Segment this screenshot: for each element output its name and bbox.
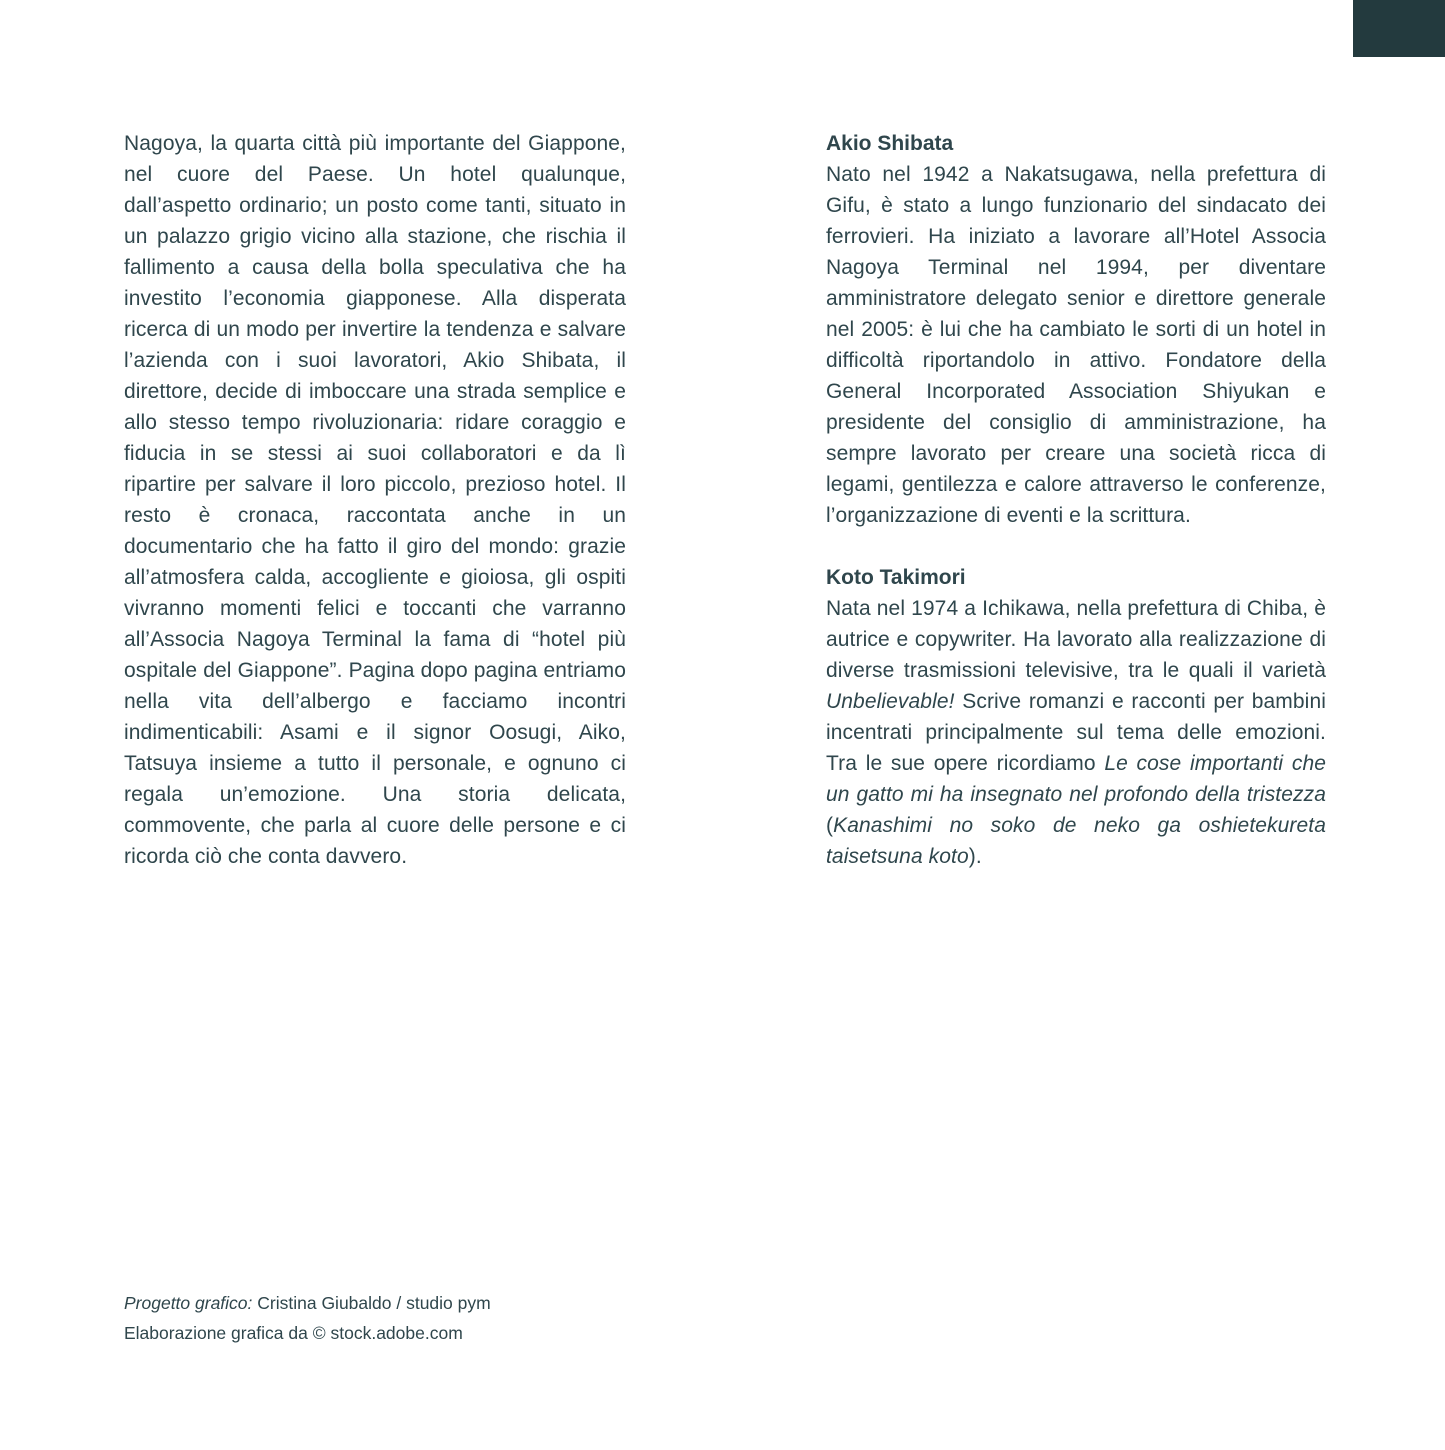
author-block-akio-shibata (826, 128, 1326, 531)
credits-block (124, 1288, 491, 1348)
author-name-akio-shibata: Akio Shibata (826, 132, 954, 155)
bio-segment: Scrive romanzi e racconti per bambini incentrati principalmente sul tema delle emozioni. Tra le sue opere ricordiamo (826, 690, 1326, 775)
credits-line-stock: Elaborazione grafica da © stock.adobe.com (124, 1323, 463, 1343)
synopsis-column (124, 128, 626, 872)
author-bio-koto-takimori (826, 593, 1326, 872)
credits-line-design (124, 1288, 491, 1318)
bio-segment: Nata nel 1974 a Ichikawa, nella prefettura di Chiba, è autrice e copywriter. Ha lavorato alla realizzazione di diverse trasmissioni televisive, tra le quali il varietà (826, 597, 1326, 682)
bio-segment: ( (826, 814, 834, 837)
bio-segment-italic-book-title: Le cose importanti che un gatto mi ha insegnato nel profondo della tristezza (826, 752, 1326, 806)
author-name-koto-takimori: Koto Takimori (826, 566, 966, 589)
bio-segment-italic-title: Unbelievable! (826, 690, 955, 713)
bio-segment-italic-original-title: Kanashimi no soko de neko ga oshietekureta taisetsuna koto (826, 814, 1326, 868)
author-bios-column (826, 128, 1326, 872)
author-bio-akio-shibata: Nato nel 1942 a Nakatsugawa, nella prefettura di Gifu, è stato a lungo funzionario del sindacato dei ferrovieri. Ha iniziato a lavorare all’Hotel Associa Nagoya Terminal nel 1994, per diventare amministratore delegato senior e direttore generale nel 2005: è lui che ha cambiato le sorti di un hotel in difficoltà riportandolo in attivo. Fondatore della General Incorporated Association Shiyukan e presidente del consiglio di amministrazione, ha sempre lavorato per creare una società ricca di legami, gentilezza e calore attraverso le conferenze, l’organizzazione di eventi e la scrittura. (826, 163, 1326, 527)
author-block-koto-takimori (826, 562, 1326, 872)
corner-accent-block (1353, 0, 1445, 57)
credits-design-label: Progetto grafico: (124, 1293, 253, 1313)
credits-design-names: Cristina Giubaldo / studio pym (252, 1293, 491, 1313)
bio-segment: ). (968, 845, 982, 868)
synopsis-paragraph: Nagoya, la quarta città più importante del Giappone, nel cuore del Paese. Un hotel qualunque, dall’aspetto ordinario; un posto come tanti, situato in un palazzo grigio vicino alla stazione, che rischia il fallimento a causa della bolla speculativa che ha investito l’economia giapponese. Alla disperata ricerca di un modo per invertire la tendenza e salvare l’azienda con i suoi lavoratori, Akio Shibata, il direttore, decide di imboccare una strada semplice e allo stesso tempo rivoluzionaria: ridare coraggio e fiducia in se stessi ai suoi collaboratori e da lì ripartire per salvare il loro piccolo, prezioso hotel. Il resto è cronaca, raccontata anche in un documentario che ha fatto il giro del mondo: grazie all’atmosfera calda, accogliente e gioiosa, gli ospiti vivranno momenti felici e toccanti che varranno all’Associa Nagoya Terminal la fama di “hotel più ospitale del Giappone”. Pagina dopo pagina entriamo nella vita dell’albergo e facciamo incontri indimenticabili: Asami e il signor Oosugi, Aiko, Tatsuya insieme a tutto il personale, e ognuno ci regala un’emozione. Una storia delicata, commovente, che parla al cuore delle persone e ci ricorda ciò che conta davvero. (124, 132, 626, 868)
